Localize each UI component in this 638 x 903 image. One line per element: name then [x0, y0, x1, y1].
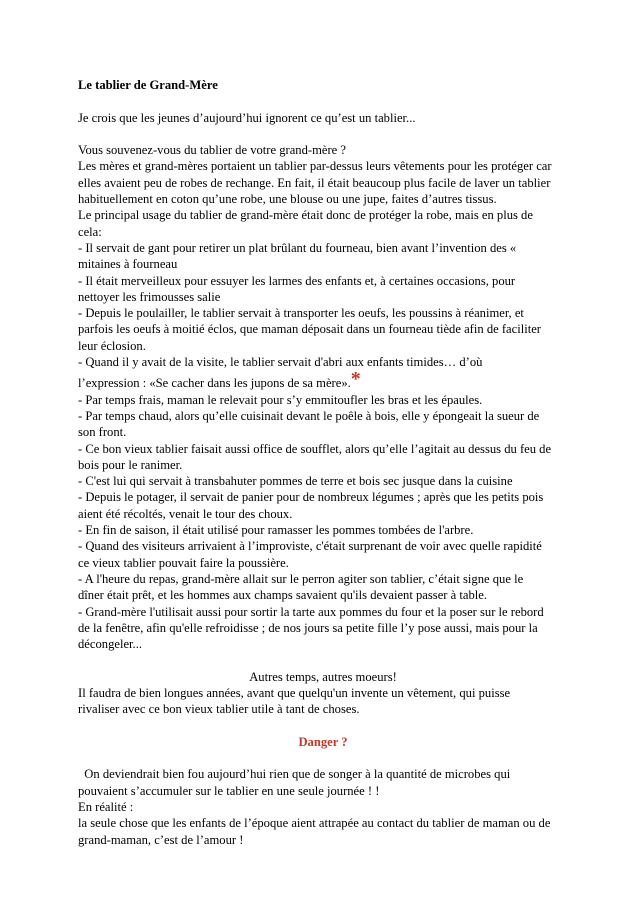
danger-heading: Danger ? — [298, 734, 348, 749]
text-line: Il faudra de bien longues années, avant que quelqu'un invente un vêtement, qui puisse — [78, 685, 511, 700]
text-line: de la fenêtre, afin qu'elle refroidisse ; de nos jours sa petite fille l’y pose aussi, mais pour la — [78, 620, 538, 635]
text-line: - A l'heure du repas, grand-mère allait sur le perron agiter son tablier, c’était signe que le — [78, 571, 524, 586]
text-line: parfois les oeufs à moitié éclos, que maman déposait dans un fourneau tiède afin de faciliter — [78, 322, 542, 337]
text-line: - Depuis le poulailler, le tablier servait à transporter les oeufs, les poussins à réanimer, et — [78, 306, 524, 321]
body-section-2 — [78, 392, 568, 653]
text-line: grand-maman, c’est de l’amour ! — [78, 832, 244, 847]
text-line: - Par temps chaud, alors qu’elle cuisinait devant le poêle à bois, elle y épongeait la sueur de — [78, 408, 540, 423]
text-line: - Il servait de gant pour retirer un plat brûlant du fourneau, bien avant l’invention des « — [78, 240, 517, 255]
text-line: - Par temps frais, maman le relevait pour s’y emmitoufler les bras et les épaules. — [78, 392, 483, 407]
text-line: rivaliser avec ce bon vieux tablier utile à tant de choses. — [78, 702, 360, 717]
expression-line — [78, 368, 568, 391]
final-section — [78, 766, 568, 847]
text-line: ce vieux tablier pouvait faire la poussière. — [78, 555, 289, 570]
text-line: - Il était merveilleux pour essuyer les larmes des enfants et, à certaines occasions, pour — [78, 273, 516, 288]
text-line: En réalité : — [78, 800, 134, 815]
text-line: dîner était prêt, et les hommes aux champs savaient qu'ils devaient passer à table. — [78, 588, 487, 603]
asterisk-mark: * — [350, 368, 361, 391]
document-title: Le tablier de Grand-Mère — [78, 78, 218, 92]
text-line: nettoyer les frimousses salie — [78, 289, 221, 304]
text-line: - Quand des visiteurs arrivaient à l’improviste, c'était surprenant de voir avec quelle rapidité — [78, 539, 542, 554]
text-line: - Depuis le potager, il servait de panier pour de nombreux légumes ; après que les petits pois — [78, 490, 544, 505]
expression-text: l’expression : «Se cacher dans les jupons de sa mère». — [78, 376, 351, 391]
document-content — [78, 77, 568, 848]
text-line: Le principal usage du tablier de grand-mère était donc de protéger la robe, mais en plus de — [78, 208, 533, 223]
text-line: mitaines à fourneau — [78, 257, 178, 272]
text-line: habituellement en coton qu’une robe, une blouse ou une jupe, faites d’autres tissus. — [78, 192, 497, 207]
text-line: son front. — [78, 425, 127, 440]
text-line: la seule chose que les enfants de l’époque aient attrapée au contact du tablier de maman ou de — [78, 816, 551, 831]
intro-line: Je crois que les jeunes d’aujourd’hui ignorent ce qu’est un tablier... — [78, 110, 416, 125]
text-line: - C'est lui qui servait à transbahuter pommes de terre et bois sec jusque dans la cuisine — [78, 474, 513, 489]
text-line: On deviendrait bien fou aujourd’hui rien que de songer à la quantité de microbes qui — [78, 767, 511, 782]
text-line: - Grand-mère l'utilisait aussi pour sortir la tarte aux pommes du four et la poser sur le rebord — [78, 604, 544, 619]
text-line: aient été récoltés, venait le tour des choux. — [78, 506, 293, 521]
text-line: décongeler... — [78, 637, 142, 652]
text-line: Les mères et grand-mères portaient un tablier par-dessus leurs vêtements pour les protéger car — [78, 159, 552, 174]
text-line: bois pour le ranimer. — [78, 457, 183, 472]
text-line: - En fin de saison, il était utilisé pour ramasser les pommes tombées de l'arbre. — [78, 523, 474, 538]
text-line: pouvaient s’accumuler sur le tablier en une seule journée ! ! — [78, 783, 380, 798]
text-line: cela: — [78, 224, 102, 239]
closing-section — [78, 685, 568, 718]
text-line: - Ce bon vieux tablier faisait aussi office de soufflet, alors qu’elle l’agitait au dessus du feu de — [78, 441, 552, 456]
centered-line: Autres temps, autres moeurs! — [249, 669, 397, 684]
text-line: - Quand il y avait de la visite, le tablier servait d'abri aux enfants timides… d’où — [78, 355, 483, 370]
text-line: elles avaient peu de robes de rechange. En fait, il était beaucoup plus facile de laver un tablier — [78, 175, 551, 190]
text-line: Vous souvenez-vous du tablier de votre grand-mère ? — [78, 143, 346, 158]
text-line: leur éclosion. — [78, 338, 146, 353]
body-section-1 — [78, 142, 568, 370]
